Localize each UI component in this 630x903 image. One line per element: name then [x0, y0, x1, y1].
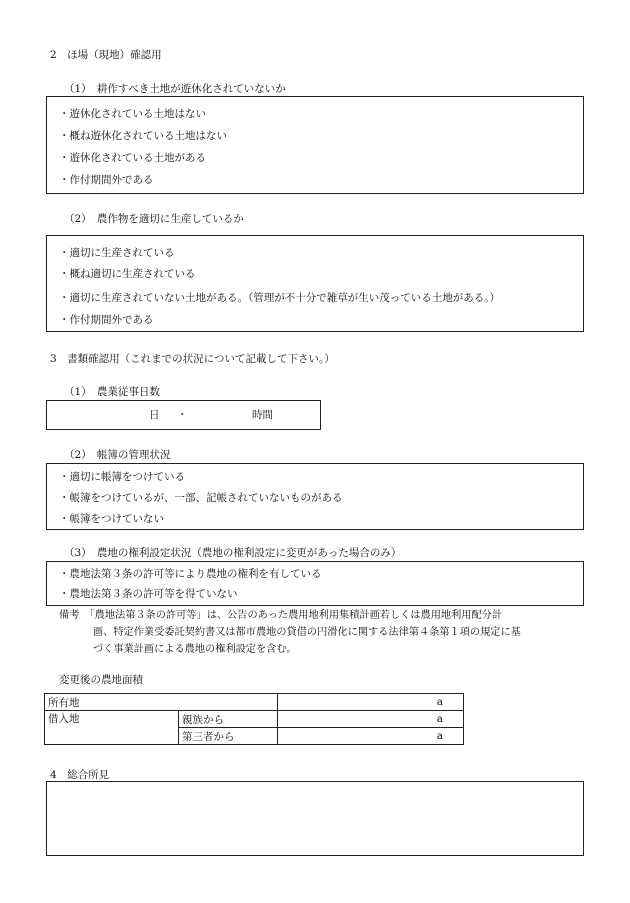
owned-land-label: 所有地 — [45, 694, 278, 711]
days-hours-separator: ・ — [177, 409, 188, 421]
farmland-area-table — [44, 693, 464, 745]
question-3-3-options-box — [46, 561, 584, 606]
note-line-1: 備考 「農地法第３条の許可等」は、公告のあった農用地利用集積計画若しくは農用地利用配分計 — [59, 610, 503, 621]
question-3-2-options-box — [46, 463, 584, 530]
question-3-2-title: （2） 帳簿の管理状況 — [64, 449, 171, 461]
option-2-1-a[interactable]: ・遊休化されている土地はない — [59, 108, 206, 120]
hours-unit: 時間 — [252, 409, 273, 421]
question-3-1-title: （1） 農業従事日数 — [64, 386, 160, 398]
section-4-title: 4 総合所見 — [50, 769, 110, 781]
option-2-1-d[interactable]: ・作付期間外である — [59, 174, 154, 186]
option-3-2-a[interactable]: ・適切に帳簿をつけている — [59, 471, 185, 483]
section-3-title: 3 書類確認用（これまでの状況について記載して下さい。） — [50, 353, 335, 365]
days-unit: 日 — [149, 409, 160, 421]
option-2-2-b[interactable]: ・概ね適切に生産されている — [59, 268, 196, 280]
option-2-2-c[interactable]: ・適切に生産されていない土地がある。（管理が不十分で雑草が生い茂っている土地がある。） — [59, 292, 500, 304]
note-line-3: づく事業計画による農地の権利設定を含む。 — [93, 644, 297, 655]
from-relatives-label: 親族から — [179, 711, 278, 728]
from-third-party-label: 第三者から — [179, 728, 278, 745]
overall-opinion-textarea[interactable] — [46, 781, 584, 856]
question-2-1-options-box — [46, 96, 584, 194]
from-third-party-area-cell[interactable]: a — [278, 728, 464, 745]
option-2-2-d[interactable]: ・作付期間外である — [59, 314, 154, 326]
question-2-2-options-box — [46, 235, 584, 332]
option-2-1-b[interactable]: ・概ね遊休化されている土地はない — [59, 130, 227, 142]
question-2-1-title: （1） 耕作すべき土地が遊休化されていないか — [64, 83, 286, 95]
owned-land-area-cell[interactable]: a — [278, 694, 464, 711]
note-line-2: 画、特定作業受委託契約書又は都市農地の貸借の円滑化に関する法律第４条第１項の規定に基 — [93, 627, 521, 638]
question-2-2-title: （2） 農作物を適切に生産しているか — [64, 213, 244, 225]
table-row — [45, 711, 464, 728]
option-3-2-c[interactable]: ・帳簿をつけていない — [59, 513, 164, 525]
area-table-title: 変更後の農地面積 — [59, 674, 143, 686]
section-2-title: 2 ほ場（現地）確認用 — [50, 49, 162, 61]
from-relatives-area-cell[interactable]: a — [278, 711, 464, 728]
work-days-field[interactable] — [46, 400, 321, 430]
option-3-3-a[interactable]: ・農地法第３条の許可等により農地の権利を有している — [59, 568, 322, 580]
leased-land-label: 借入地 — [45, 711, 179, 745]
option-2-1-c[interactable]: ・遊休化されている土地がある — [59, 152, 206, 164]
question-3-3-title: （3） 農地の権利設定状況（農地の権利設定に変更があった場合のみ） — [64, 547, 402, 559]
table-row — [45, 694, 464, 711]
option-3-2-b[interactable]: ・帳簿をつけているが、一部、記帳されていないものがある — [59, 492, 343, 504]
option-2-2-a[interactable]: ・適切に生産されている — [59, 247, 175, 259]
option-3-3-b[interactable]: ・農地法第３条の許可等を得ていない — [59, 588, 238, 600]
